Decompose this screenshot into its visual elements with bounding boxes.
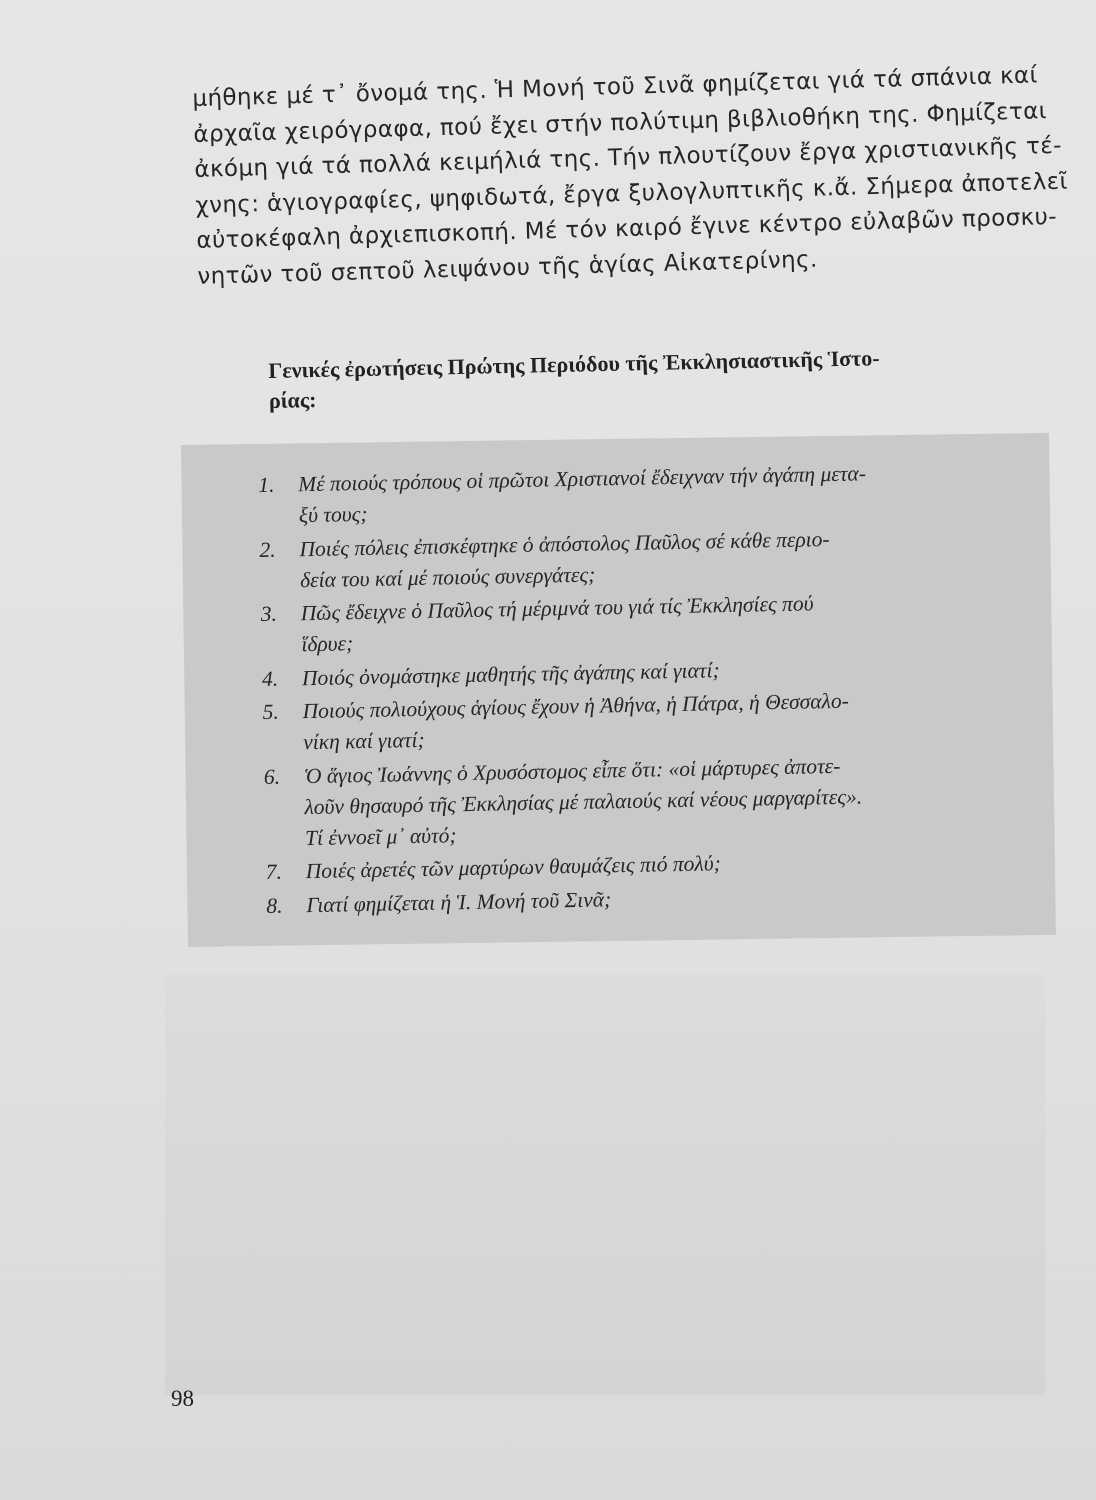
question-text: νίκη καί γιατί; xyxy=(303,727,425,755)
question-text: Μέ ποιούς τρόπους οἱ πρῶτοι Χριστιανοί ἔδειχναν τήν ἀγάπη μετα- xyxy=(298,461,867,497)
question-text: ἵδρυε; xyxy=(301,631,354,657)
question-number: 1. xyxy=(258,472,275,497)
question-text: Γιατί φημίζεται ἡ Ἱ. Μονή τοῦ Σινᾶ; xyxy=(306,886,612,917)
question-text: Πῶς ἔδειχνε ὁ Παῦλος τή μέριμνά του γιά τίς Ἐκκλησίες πού xyxy=(300,591,814,626)
question-number: 4. xyxy=(261,666,279,691)
question-item xyxy=(259,520,1020,597)
question-text: Ποιούς πολιούχους ἁγίους ἔχουν ἡ Ἀθήνα, ἡ Πάτρα, ἡ Θεσσαλο- xyxy=(302,688,849,724)
body-line: αὐτοκέφαλη ἀρχιεπισκοπή. Μέ τόν καιρό ἔγινε κέντρο εὐλαβῶν προσκυ- xyxy=(196,203,1058,254)
faded-photo-area xyxy=(165,975,1045,1395)
question-text: ξύ τους; xyxy=(298,501,368,528)
body-line: ἀκόμη γιά τά πολλά κειμήλιά της. Τήν πλουτίζουν ἔργα χριστιανικῆς τέ- xyxy=(194,132,1063,183)
question-item xyxy=(262,682,1023,759)
question-number: 3. xyxy=(260,601,278,626)
question-number: 2. xyxy=(259,537,276,562)
question-number: 5. xyxy=(262,699,279,724)
question-text: Ποιός ὀνομάστηκε μαθητής τῆς ἀγάπης καί γιατί; xyxy=(301,657,720,690)
heading-line: ρίας: xyxy=(268,386,317,413)
body-line: νητῶν τοῦ σεπτοῦ λειψάνου τῆς ἁγίας Αἰκατερίνης. xyxy=(197,246,818,290)
question-text: δεία του καί μέ ποιούς συνεργάτες; xyxy=(299,562,596,592)
section-heading xyxy=(268,340,1029,416)
heading-line: Γενικές ἐρωτήσεις Πρώτης Περιόδου τῆς Ἐκκλησιαστικῆς Ἱστο- xyxy=(268,345,880,383)
question-number: 8. xyxy=(266,893,283,918)
body-line: χνης: ἁγιογραφίες, ψηφιδωτά, ἔργα ξυλογλυπτικῆς κ.ἄ. Σήμερα ἀποτελεῖ xyxy=(195,168,1069,219)
body-paragraph xyxy=(192,58,1068,295)
body-line: μήθηκε μέ τ᾽ ὄνομά της. Ἡ Μονή τοῦ Σινᾶ φημίζεται γιά τά σπάνια καί xyxy=(192,62,1039,112)
question-item xyxy=(260,584,1021,661)
question-item xyxy=(264,747,1026,855)
body-line: ἀρχαῖα χειρόγραφα, πού ἔχει στήν πολύτιμη βιβλιοθήκη της. Φημίζεται xyxy=(193,97,1048,148)
page-number: 98 xyxy=(171,1386,194,1411)
question-number: 7. xyxy=(265,859,283,884)
question-text: Ποιές ἀρετές τῶν μαρτύρων θαυμάζεις πιό πολύ; xyxy=(305,851,721,884)
question-text: λοῦν θησαυρό τῆς Ἐκκλησίας μέ παλαιούς καί νέους μαργαρίτες». xyxy=(304,783,863,819)
question-text: Ποιές πόλεις ἐπισκέφτηκε ὁ ἀπόστολος Παῦλος σέ κάθε περιο- xyxy=(299,526,830,561)
question-text: Τί ἐννοεῖ μ᾽ αὐτό; xyxy=(304,822,457,850)
question-number: 6. xyxy=(263,764,281,789)
question-item xyxy=(258,455,1019,532)
questions-list xyxy=(258,455,1027,924)
question-text: Ὁ ἅγιος Ἰωάννης ὁ Χρυσόστομος εἶπε ὅτι: «οἱ μάρτυρες ἀποτε- xyxy=(303,753,841,788)
